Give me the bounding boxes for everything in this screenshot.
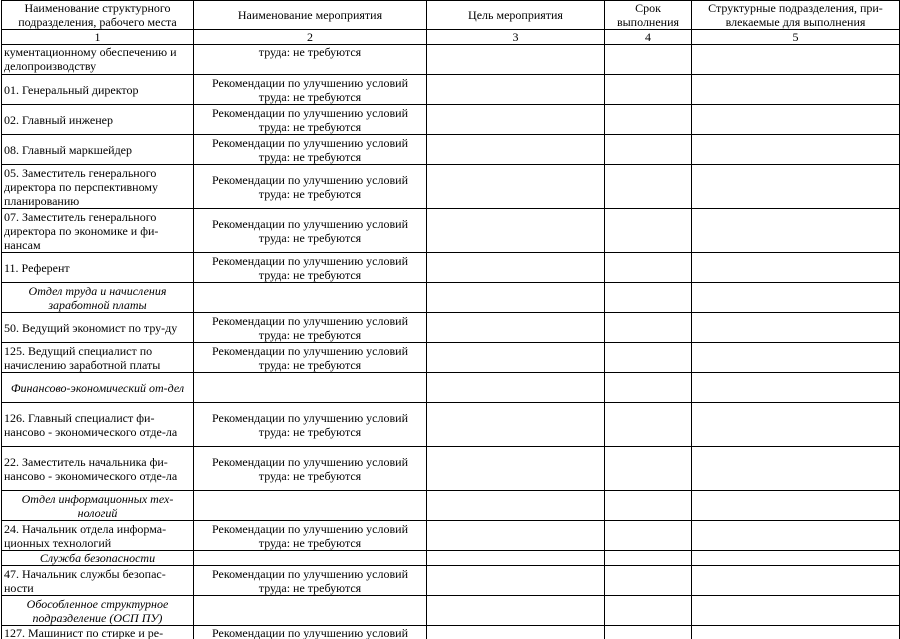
- section-row: [2, 551, 900, 566]
- empty-cell: [427, 596, 605, 626]
- table-row: [2, 135, 900, 165]
- section-title: Отдел труда и начисления заработной платы: [2, 283, 194, 313]
- section-title: Служба безопасности: [2, 551, 194, 566]
- empty-cell: [194, 491, 427, 521]
- column-number: 3: [427, 30, 605, 45]
- unit-name-cell: 127. Машинист по стирке и ре-: [2, 626, 194, 639]
- involved-units-cell: [692, 313, 900, 343]
- column-number: 2: [194, 30, 427, 45]
- goal-cell: [427, 566, 605, 596]
- empty-cell: [194, 373, 427, 403]
- unit-name-cell: 125. Ведущий специалист по начислению заработной платы: [2, 343, 194, 373]
- table-row: [2, 165, 900, 209]
- involved-units-cell: [692, 403, 900, 447]
- header-unit: Наименование структурного подразделения, рабочего места: [2, 1, 194, 30]
- measure-cell: Рекомендации по улучшению условий: [194, 626, 427, 639]
- deadline-cell: [605, 253, 692, 283]
- measure-cell: Рекомендации по улучшению условий труда: не требуются: [194, 313, 427, 343]
- column-number: 5: [692, 30, 900, 45]
- unit-name-cell: 24. Начальник отдела информа-ционных технологий: [2, 521, 194, 551]
- header-measure: Наименование мероприятия: [194, 1, 427, 30]
- measure-cell: Рекомендации по улучшению условий труда: не требуются: [194, 165, 427, 209]
- empty-cell: [692, 283, 900, 313]
- unit-name-cell: 02. Главный инженер: [2, 105, 194, 135]
- header-goal: Цель мероприятия: [427, 1, 605, 30]
- table-row: [2, 313, 900, 343]
- deadline-cell: [605, 403, 692, 447]
- involved-units-cell: [692, 626, 900, 639]
- table-row: [2, 403, 900, 447]
- unit-name-cell: 47. Начальник службы безопас-ности: [2, 566, 194, 596]
- empty-cell: [427, 283, 605, 313]
- empty-cell: [194, 551, 427, 566]
- goal-cell: [427, 521, 605, 551]
- section-row: [2, 491, 900, 521]
- table-row: [2, 45, 900, 75]
- deadline-cell: [605, 135, 692, 165]
- involved-units-cell: [692, 165, 900, 209]
- goal-cell: [427, 343, 605, 373]
- unit-name-cell: 05. Заместитель генерального директора по перспективному планированию: [2, 165, 194, 209]
- empty-cell: [605, 551, 692, 566]
- empty-cell: [427, 491, 605, 521]
- column-number-row: [2, 30, 900, 45]
- involved-units-cell: [692, 105, 900, 135]
- deadline-cell: [605, 209, 692, 253]
- deadline-cell: [605, 521, 692, 551]
- empty-cell: [605, 283, 692, 313]
- measure-cell: Рекомендации по улучшению условий труда: не требуются: [194, 566, 427, 596]
- goal-cell: [427, 75, 605, 105]
- measure-cell: Рекомендации по улучшению условий труда: не требуются: [194, 135, 427, 165]
- involved-units-cell: [692, 75, 900, 105]
- empty-cell: [605, 596, 692, 626]
- goal-cell: [427, 626, 605, 639]
- measure-cell: Рекомендации по улучшению условий труда: не требуются: [194, 521, 427, 551]
- deadline-cell: [605, 105, 692, 135]
- involved-units-cell: [692, 447, 900, 491]
- empty-cell: [605, 491, 692, 521]
- unit-name-cell: 01. Генеральный директор: [2, 75, 194, 105]
- measure-cell: Рекомендации по улучшению условий труда: не требуются: [194, 253, 427, 283]
- goal-cell: [427, 447, 605, 491]
- table-header-row: [2, 1, 900, 30]
- measure-cell: Рекомендации по улучшению условий труда: не требуются: [194, 75, 427, 105]
- involved-units-cell: [692, 253, 900, 283]
- involved-units-cell: [692, 521, 900, 551]
- measure-cell: Рекомендации по улучшению условий труда: не требуются: [194, 447, 427, 491]
- section-title: Финансово-экономический от-дел: [2, 373, 194, 403]
- table-row: [2, 447, 900, 491]
- table-row: [2, 105, 900, 135]
- goal-cell: [427, 253, 605, 283]
- deadline-cell: [605, 313, 692, 343]
- column-number: 4: [605, 30, 692, 45]
- deadline-cell: [605, 626, 692, 639]
- involved-units-cell: [692, 135, 900, 165]
- goal-cell: [427, 403, 605, 447]
- empty-cell: [194, 596, 427, 626]
- measure-cell: Рекомендации по улучшению условий труда: не требуются: [194, 105, 427, 135]
- unit-name-cell: 50. Ведущий экономист по тру-ду: [2, 313, 194, 343]
- section-row: [2, 596, 900, 626]
- table-row: [2, 75, 900, 105]
- unit-name-cell: кументационному обеспечению и делопроизводству: [2, 45, 194, 75]
- table-row: [2, 253, 900, 283]
- table-row: [2, 566, 900, 596]
- empty-cell: [194, 283, 427, 313]
- deadline-cell: [605, 75, 692, 105]
- unit-name-cell: 126. Главный специалист фи-нансово - экономического отде-ла: [2, 403, 194, 447]
- measure-cell: Рекомендации по улучшению условий труда: не требуются: [194, 209, 427, 253]
- involved-units-cell: [692, 45, 900, 75]
- table-row: [2, 521, 900, 551]
- deadline-cell: [605, 165, 692, 209]
- involved-units-cell: [692, 343, 900, 373]
- unit-name-cell: 11. Референт: [2, 253, 194, 283]
- goal-cell: [427, 313, 605, 343]
- section-title: Отдел информационных тех-нологий: [2, 491, 194, 521]
- empty-cell: [427, 373, 605, 403]
- section-row: [2, 373, 900, 403]
- deadline-cell: [605, 343, 692, 373]
- unit-name-cell: 22. Заместитель начальника фи-нансово - экономического отде-ла: [2, 447, 194, 491]
- empty-cell: [692, 373, 900, 403]
- empty-cell: [692, 491, 900, 521]
- involved-units-cell: [692, 566, 900, 596]
- deadline-cell: [605, 447, 692, 491]
- empty-cell: [692, 551, 900, 566]
- empty-cell: [427, 551, 605, 566]
- measure-cell: Рекомендации по улучшению условий труда: не требуются: [194, 343, 427, 373]
- measure-cell: труда: не требуются: [194, 45, 427, 75]
- header-deadline: Срок выполнения: [605, 1, 692, 30]
- empty-cell: [605, 373, 692, 403]
- measure-cell: Рекомендации по улучшению условий труда: не требуются: [194, 403, 427, 447]
- header-involved-units: Структурные подразделения, при-влекаемые для выполнения: [692, 1, 900, 30]
- section-title: Обособленное структурное подразделение (ОСП ПУ): [2, 596, 194, 626]
- table-row: [2, 343, 900, 373]
- goal-cell: [427, 165, 605, 209]
- unit-name-cell: 08. Главный маркшейдер: [2, 135, 194, 165]
- empty-cell: [692, 596, 900, 626]
- section-row: [2, 283, 900, 313]
- goal-cell: [427, 105, 605, 135]
- deadline-cell: [605, 45, 692, 75]
- involved-units-cell: [692, 209, 900, 253]
- unit-name-cell: 07. Заместитель генерального директора по экономике и фи-нансам: [2, 209, 194, 253]
- goal-cell: [427, 45, 605, 75]
- table-row: [2, 209, 900, 253]
- table-row: [2, 626, 900, 639]
- goal-cell: [427, 135, 605, 165]
- goal-cell: [427, 209, 605, 253]
- deadline-cell: [605, 566, 692, 596]
- column-number: 1: [2, 30, 194, 45]
- measures-table: [1, 0, 900, 639]
